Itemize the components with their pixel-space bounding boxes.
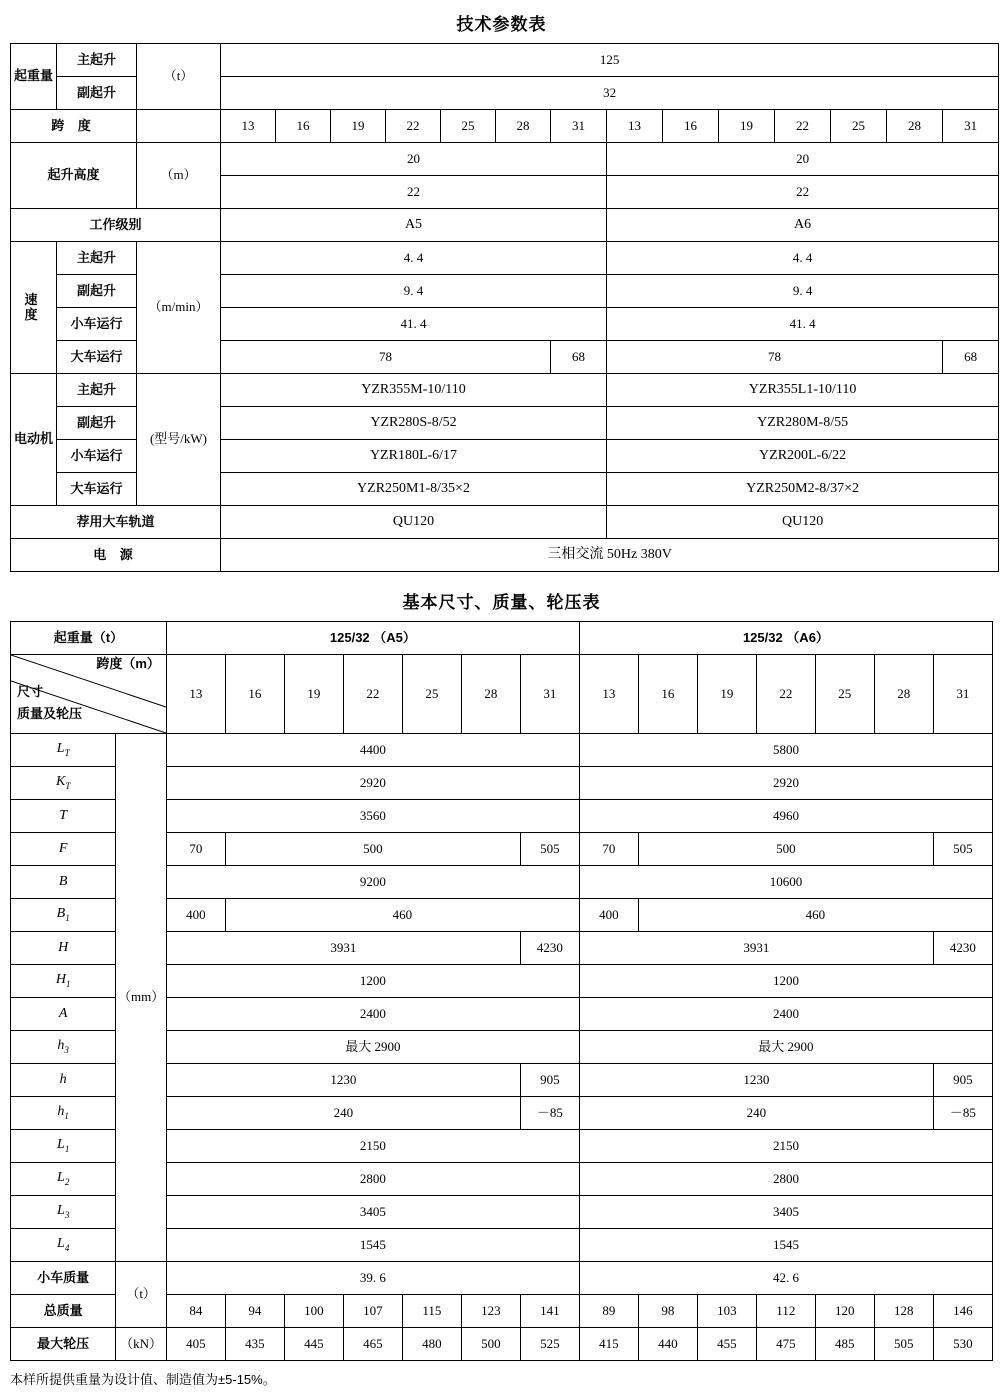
B-a: 9200 — [166, 866, 579, 899]
max-wheel-b-0: 415 — [579, 1328, 638, 1361]
table-row — [11, 374, 999, 407]
table-row — [11, 655, 993, 734]
total-mass-b-4: 120 — [815, 1295, 874, 1328]
table-row — [11, 143, 999, 176]
h1-b-1: －85 — [933, 1097, 992, 1130]
dims-span-b-0: 13 — [579, 655, 638, 734]
table-row — [11, 506, 999, 539]
max-wheel-a-4: 480 — [402, 1328, 461, 1361]
span-b-2: 19 — [719, 110, 775, 143]
row-symbol: h — [57, 1104, 65, 1120]
max-wheel-a-0: 405 — [166, 1328, 225, 1361]
unit-mm: （mm） — [116, 734, 167, 1262]
dims-span-a-1: 16 — [225, 655, 284, 734]
span-a-1: 16 — [276, 110, 331, 143]
span-b-3: 22 — [775, 110, 831, 143]
row-symbol: H — [55, 972, 66, 988]
header-diagonal-cell — [11, 655, 167, 734]
F-a-1: 500 — [225, 833, 520, 866]
motor-crane-a: YZR250M1-8/35×2 — [221, 473, 607, 506]
max-wheel-b-3: 475 — [756, 1328, 815, 1361]
dims-span-b-4: 25 — [815, 655, 874, 734]
L3-b: 3405 — [579, 1196, 992, 1229]
max-wheel-a-6: 525 — [520, 1328, 579, 1361]
total-mass-a-2: 100 — [284, 1295, 343, 1328]
label-speed-crane: 大车运行 — [57, 341, 137, 374]
L4-a: 1545 — [166, 1229, 579, 1262]
work-class-b: A6 — [607, 209, 999, 242]
max-wheel-b-4: 485 — [815, 1328, 874, 1361]
value-capacity-main: 125 — [221, 44, 999, 77]
row-subscript: 3 — [64, 1045, 69, 1056]
A-a: 2400 — [166, 998, 579, 1031]
trolley-mass-a: 39. 6 — [166, 1262, 579, 1295]
table-row — [11, 734, 993, 767]
speed-main-a: 4. 4 — [221, 242, 607, 275]
max-wheel-a-2: 445 — [284, 1328, 343, 1361]
LT-b: 5800 — [579, 734, 992, 767]
span-b-6: 31 — [943, 110, 999, 143]
total-mass-a-1: 94 — [225, 1295, 284, 1328]
motor-trolley-a: YZR180L-6/17 — [221, 440, 607, 473]
row-symbol: L — [57, 1137, 65, 1153]
table-row — [11, 1328, 993, 1361]
dims-span-a-0: 13 — [166, 655, 225, 734]
motor-aux-b: YZR280M-8/55 — [607, 407, 999, 440]
row-label-KT — [11, 767, 116, 800]
label-speed-main: 主起升 — [57, 242, 137, 275]
dimensions-mass-wheelload-table — [10, 621, 993, 1361]
row-label-L1 — [11, 1130, 116, 1163]
row-symbol: B — [56, 906, 66, 922]
total-mass-b-1: 98 — [638, 1295, 697, 1328]
span-b-1: 16 — [663, 110, 719, 143]
KT-b: 2920 — [579, 767, 992, 800]
H1-a: 1200 — [166, 965, 579, 998]
H1-b: 1200 — [579, 965, 992, 998]
L3-a: 3405 — [166, 1196, 579, 1229]
label-motor-main: 主起升 — [57, 374, 137, 407]
max-wheel-b-2: 455 — [697, 1328, 756, 1361]
dims-span-a-2: 19 — [284, 655, 343, 734]
label-max-wheel-load: 最大轮压 — [11, 1328, 116, 1361]
motor-crane-b: YZR250M2-8/37×2 — [607, 473, 999, 506]
dims-span-b-1: 16 — [638, 655, 697, 734]
h-b-0: 1230 — [579, 1064, 933, 1097]
label-total-mass: 总质量 — [11, 1295, 116, 1328]
A-b: 2400 — [579, 998, 992, 1031]
rail-b: QU120 — [607, 506, 999, 539]
span-b-4: 25 — [831, 110, 887, 143]
table-row — [11, 44, 999, 77]
h1-a-0: 240 — [166, 1097, 520, 1130]
speed-crane-a2: 68 — [551, 341, 607, 374]
H-a-1: 4230 — [520, 932, 579, 965]
h1-b-0: 240 — [579, 1097, 933, 1130]
span-a-2: 19 — [331, 110, 386, 143]
row-subscript: 3 — [64, 1210, 70, 1221]
H-a-0: 3931 — [166, 932, 520, 965]
row-label-T: T — [11, 800, 116, 833]
max-wheel-b-6: 530 — [933, 1328, 992, 1361]
F-b-2: 505 — [933, 833, 992, 866]
speed-aux-b: 9. 4 — [607, 275, 999, 308]
row-subscript: 1 — [64, 1111, 69, 1122]
dims-span-b-3: 22 — [756, 655, 815, 734]
dims-span-a-4: 25 — [402, 655, 461, 734]
total-mass-a-4: 115 — [402, 1295, 461, 1328]
unit-model-kw: (型号/kW) — [137, 374, 221, 506]
h-a-1: 905 — [520, 1064, 579, 1097]
label-work-class: 工作级别 — [11, 209, 221, 242]
trolley-mass-b: 42. 6 — [579, 1262, 992, 1295]
row-label-F: F — [11, 833, 116, 866]
row-subscript: T — [64, 748, 70, 759]
group-a-header: 125/32 （A5） — [166, 622, 579, 655]
span-b-0: 13 — [607, 110, 663, 143]
row-label-h3 — [11, 1031, 116, 1064]
F-b-1: 500 — [638, 833, 933, 866]
row-label-A: A — [11, 998, 116, 1031]
span-a-3: 22 — [386, 110, 441, 143]
T-a: 3560 — [166, 800, 579, 833]
speed-aux-a: 9. 4 — [221, 275, 607, 308]
speed-crane-b1: 78 — [607, 341, 943, 374]
row-label-L3 — [11, 1196, 116, 1229]
B1-a-1: 460 — [225, 899, 579, 932]
H-b-0: 3931 — [579, 932, 933, 965]
label-rail: 荐用大车轨道 — [11, 506, 221, 539]
label-mass-wheel: 质量及轮压 — [17, 706, 83, 721]
span-a-5: 28 — [496, 110, 551, 143]
label-motor-crane: 大车运行 — [57, 473, 137, 506]
H-b-1: 4230 — [933, 932, 992, 965]
motor-trolley-b: YZR200L-6/22 — [607, 440, 999, 473]
document-page — [0, 10, 1003, 1388]
footnote: 本样所提供重量为设计值、制造值为±5-15%。 — [10, 1372, 276, 1387]
span-b-5: 28 — [887, 110, 943, 143]
motor-main-b: YZR355L1-10/110 — [607, 374, 999, 407]
motor-main-a: YZR355M-10/110 — [221, 374, 607, 407]
row-symbol: L — [57, 1236, 65, 1252]
label-span-m: 跨度（m） — [96, 656, 160, 671]
label-lift-height: 起升高度 — [11, 143, 137, 209]
dims-span-a-3: 22 — [343, 655, 402, 734]
span-a-4: 25 — [441, 110, 496, 143]
label-speed: 速 度 — [11, 242, 57, 374]
row-label-h1 — [11, 1097, 116, 1130]
rail-a: QU120 — [221, 506, 607, 539]
row-symbol: h — [57, 1038, 65, 1054]
power-value: 三相交流 50Hz 380V — [221, 539, 999, 572]
L1-b: 2150 — [579, 1130, 992, 1163]
unit-m-span — [137, 110, 221, 143]
table-row — [11, 209, 999, 242]
label-size: 尺寸 — [17, 684, 44, 699]
row-symbol: L — [56, 741, 65, 757]
row-label-LT — [11, 734, 116, 767]
total-mass-b-3: 112 — [756, 1295, 815, 1328]
table-row — [11, 539, 999, 572]
h3-b: 最大 2900 — [579, 1031, 992, 1064]
max-wheel-a-1: 435 — [225, 1328, 284, 1361]
speed-trolley-a: 41. 4 — [221, 308, 607, 341]
total-mass-a-3: 107 — [343, 1295, 402, 1328]
B1-b-0: 400 — [579, 899, 638, 932]
row-label-B1 — [11, 899, 116, 932]
dims-span-b-5: 28 — [874, 655, 933, 734]
row-label-L4 — [11, 1229, 116, 1262]
unit-m: （m） — [137, 143, 221, 209]
row-subscript: 1 — [65, 913, 70, 924]
dims-span-b-6: 31 — [933, 655, 992, 734]
L1-a: 2150 — [166, 1130, 579, 1163]
label-speed-trolley: 小车运行 — [57, 308, 137, 341]
h-a-0: 1230 — [166, 1064, 520, 1097]
table-row — [11, 622, 993, 655]
row-subscript: 2 — [64, 1177, 70, 1188]
F-a-2: 505 — [520, 833, 579, 866]
label-trolley-mass: 小车质量 — [11, 1262, 116, 1295]
page-title-dims: 基本尺寸、质量、轮压表 — [402, 593, 601, 612]
speed-crane-b2: 68 — [943, 341, 999, 374]
row-subscript: 4 — [64, 1243, 70, 1254]
L2-a: 2800 — [166, 1163, 579, 1196]
page-title-tech: 技术参数表 — [456, 15, 547, 34]
total-mass-b-2: 103 — [697, 1295, 756, 1328]
KT-a: 2920 — [166, 767, 579, 800]
B-b: 10600 — [579, 866, 992, 899]
row-label-H: H — [11, 932, 116, 965]
speed-crane-a1: 78 — [221, 341, 551, 374]
row-symbol: K — [55, 774, 66, 790]
lift-height-b-1: 20 — [607, 143, 999, 176]
label-speed-aux: 副起升 — [57, 275, 137, 308]
motor-aux-a: YZR280S-8/52 — [221, 407, 607, 440]
B1-b-1: 460 — [638, 899, 992, 932]
speed-main-b: 4. 4 — [607, 242, 999, 275]
row-symbol: L — [57, 1203, 65, 1219]
lift-height-a-1: 20 — [221, 143, 607, 176]
total-mass-a-5: 123 — [461, 1295, 520, 1328]
table-row — [11, 110, 999, 143]
max-wheel-a-5: 500 — [461, 1328, 520, 1361]
total-mass-a-0: 84 — [166, 1295, 225, 1328]
unit-t-mass: （t） — [116, 1262, 167, 1328]
label-main-hoist: 主起升 — [57, 44, 137, 77]
span-a-6: 31 — [551, 110, 607, 143]
label-motor: 电动机 — [11, 374, 57, 506]
unit-kn: （kN） — [116, 1328, 167, 1361]
technical-parameters-table — [10, 43, 999, 572]
row-subscript: 1 — [65, 979, 71, 990]
label-span: 跨 度 — [11, 110, 137, 143]
max-wheel-b-1: 440 — [638, 1328, 697, 1361]
row-subscript: T — [65, 781, 71, 792]
label-power: 电 源 — [11, 539, 221, 572]
dims-span-b-2: 19 — [697, 655, 756, 734]
label-motor-aux: 副起升 — [57, 407, 137, 440]
row-label-L2 — [11, 1163, 116, 1196]
h-b-1: 905 — [933, 1064, 992, 1097]
row-label-h: h — [11, 1064, 116, 1097]
group-b-header: 125/32 （A6） — [579, 622, 992, 655]
dims-span-a-5: 28 — [461, 655, 520, 734]
h3-a: 最大 2900 — [166, 1031, 579, 1064]
dims-span-a-6: 31 — [520, 655, 579, 734]
unit-t: （t） — [137, 44, 221, 110]
label-capacity: 起重量 — [11, 44, 57, 110]
label-aux-hoist: 副起升 — [57, 77, 137, 110]
lift-height-b-2: 22 — [607, 176, 999, 209]
LT-a: 4400 — [166, 734, 579, 767]
table-row — [11, 242, 999, 275]
max-wheel-a-3: 465 — [343, 1328, 402, 1361]
row-label-B: B — [11, 866, 116, 899]
row-symbol: L — [57, 1170, 65, 1186]
total-mass-b-0: 89 — [579, 1295, 638, 1328]
label-motor-trolley: 小车运行 — [57, 440, 137, 473]
row-subscript: 1 — [64, 1144, 70, 1155]
total-mass-a-6: 141 — [520, 1295, 579, 1328]
span-a-0: 13 — [221, 110, 276, 143]
speed-trolley-b: 41. 4 — [607, 308, 999, 341]
L2-b: 2800 — [579, 1163, 992, 1196]
max-wheel-b-5: 505 — [874, 1328, 933, 1361]
table-row — [11, 1262, 993, 1295]
F-b-0: 70 — [579, 833, 638, 866]
value-capacity-aux: 32 — [221, 77, 999, 110]
work-class-a: A5 — [221, 209, 607, 242]
label-capacity-t: 起重量（t） — [11, 622, 167, 655]
total-mass-b-6: 146 — [933, 1295, 992, 1328]
B1-a-0: 400 — [166, 899, 225, 932]
F-a-0: 70 — [166, 833, 225, 866]
T-b: 4960 — [579, 800, 992, 833]
lift-height-a-2: 22 — [221, 176, 607, 209]
unit-m-min: （m/min） — [137, 242, 221, 374]
row-label-H1 — [11, 965, 116, 998]
total-mass-b-5: 128 — [874, 1295, 933, 1328]
h1-a-1: －85 — [520, 1097, 579, 1130]
L4-b: 1545 — [579, 1229, 992, 1262]
